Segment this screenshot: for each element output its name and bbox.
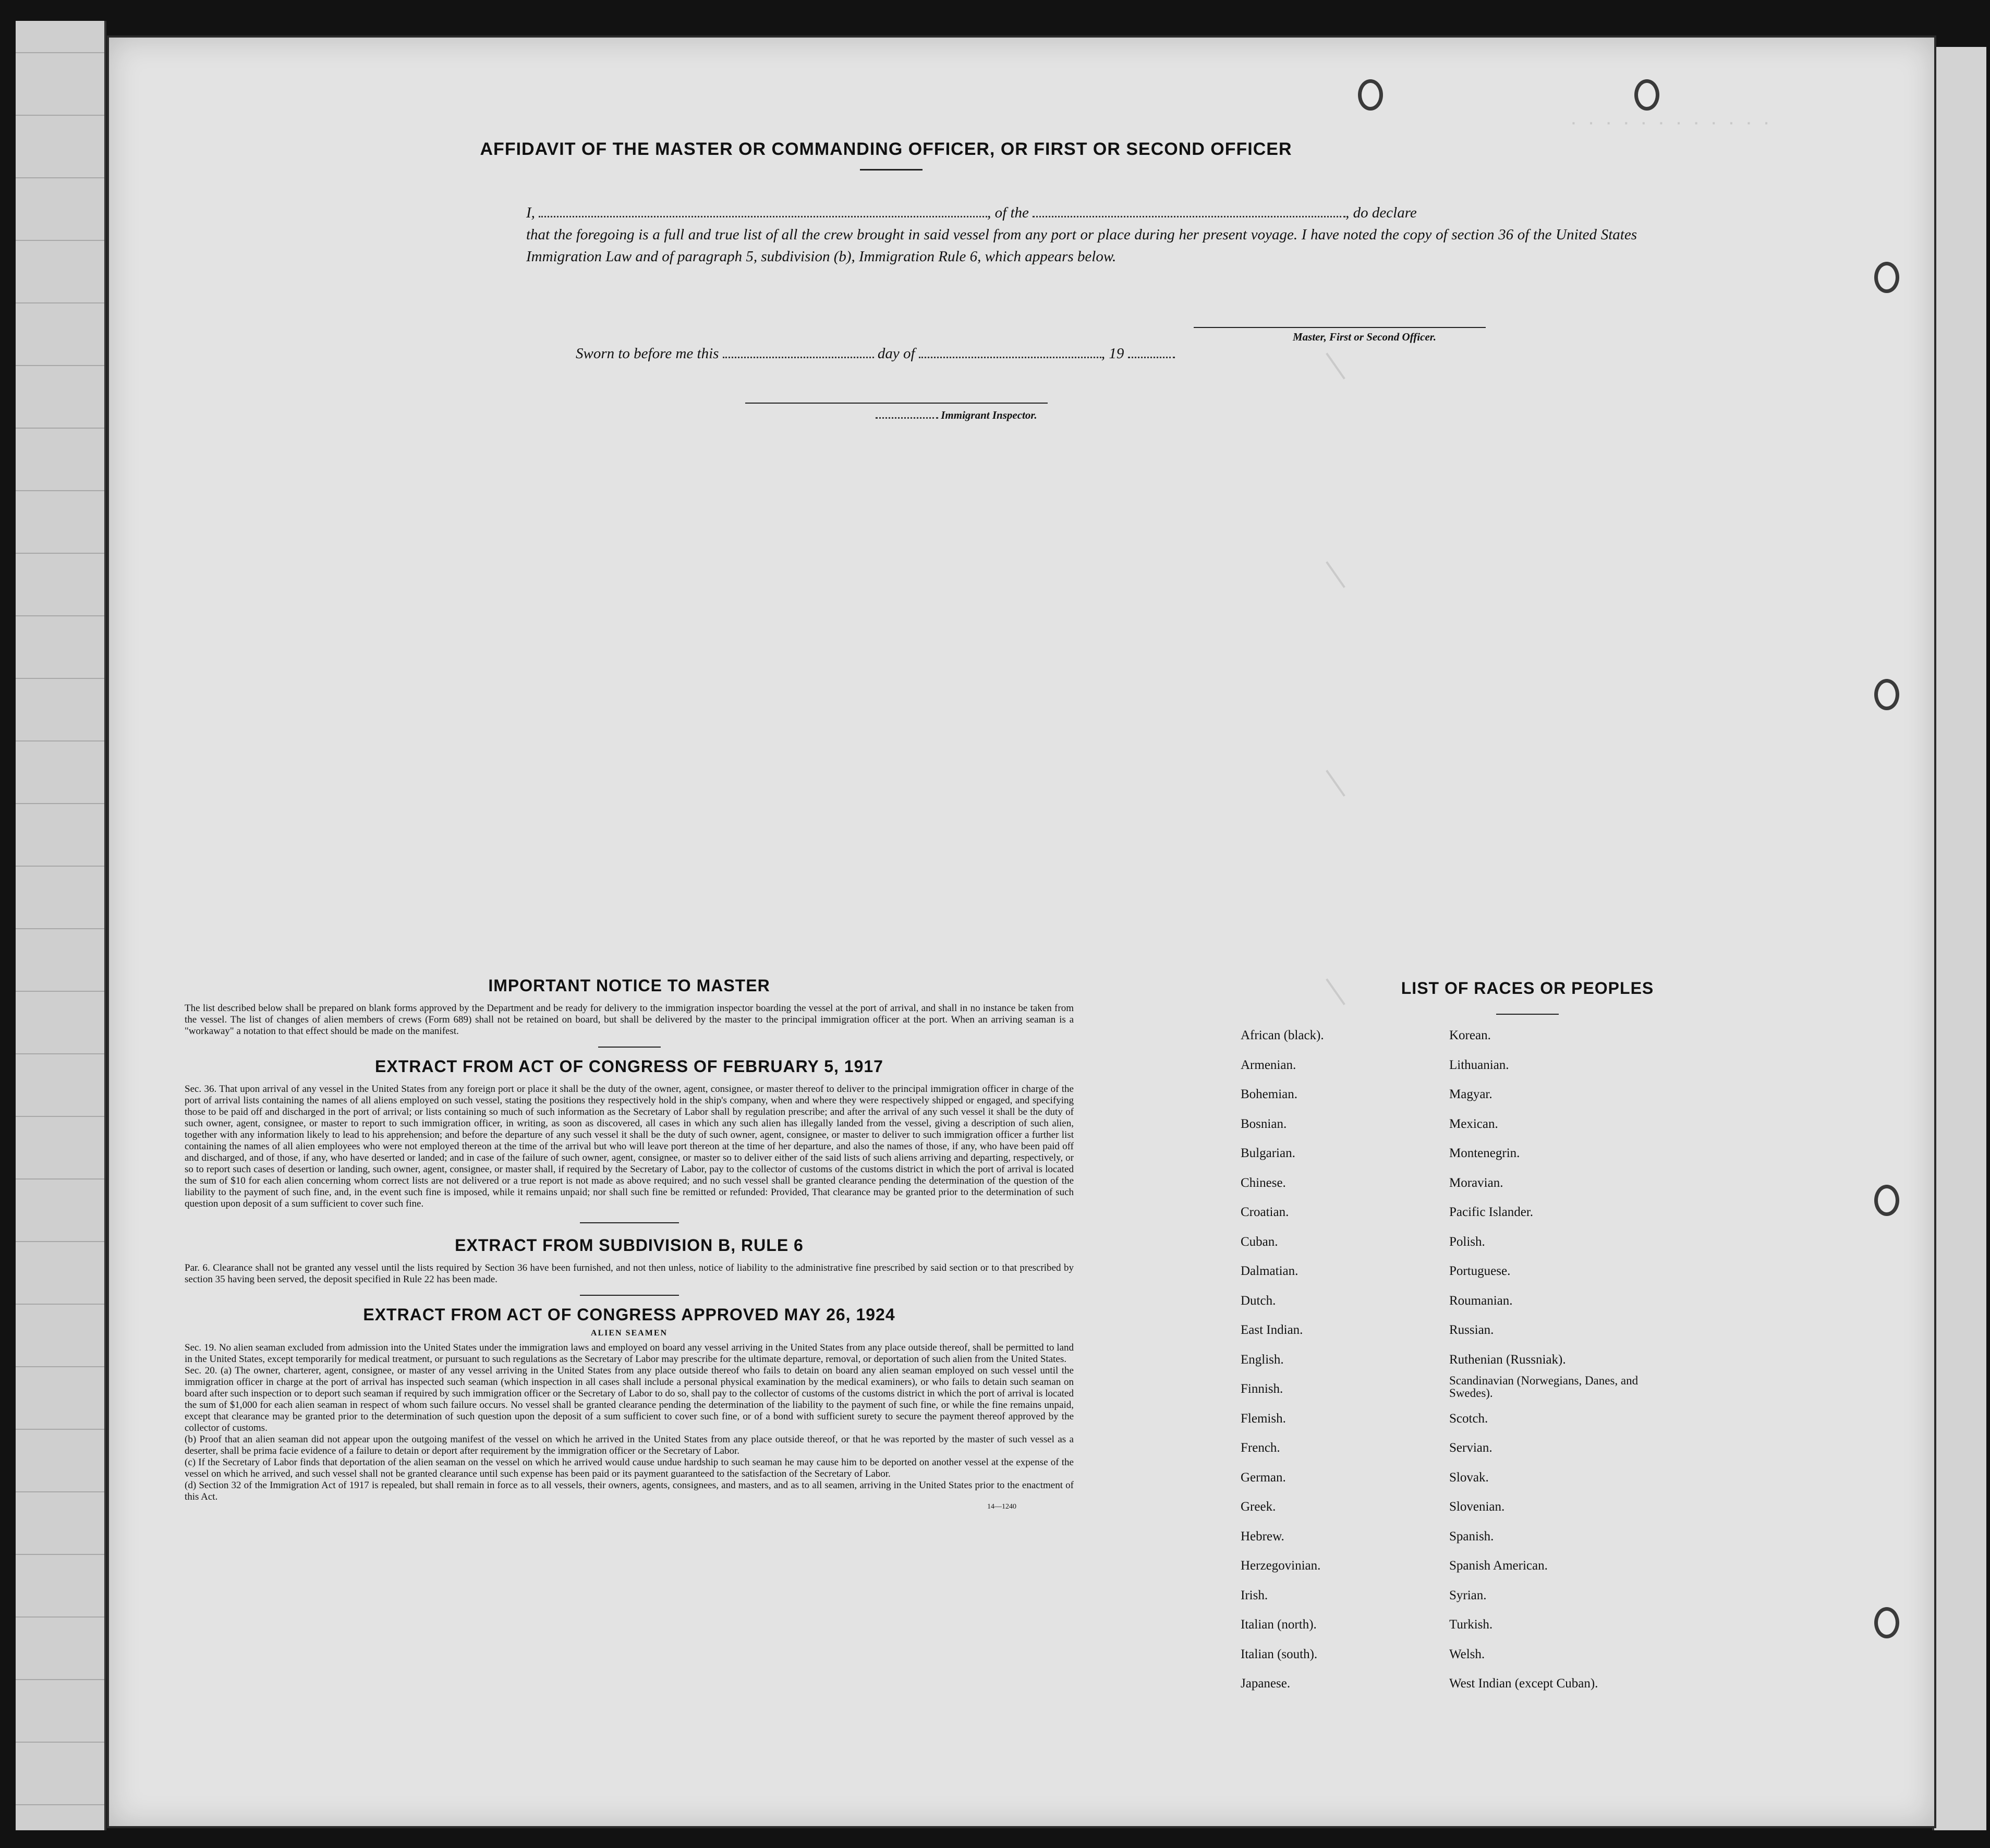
alien-seamen-subtitle: ALIEN SEAMEN [590,1329,668,1338]
races-title-rule [1496,1014,1559,1015]
adjacent-sheet-left [16,21,106,1830]
affidavit-statement [526,202,1637,268]
strip-rule [16,177,104,178]
race-item: Ruthenian (Russniak). [1449,1352,1566,1367]
punch-hole [1874,1185,1899,1216]
strip-rule [16,1304,104,1305]
sworn-text: Sworn to before me this [576,345,719,362]
race-item: Magyar. [1449,1087,1492,1101]
extract-rule6-title: EXTRACT FROM SUBDIVISION B, RULE 6 [455,1236,804,1255]
bleed-through-mark [1326,561,1345,588]
race-item: Slovak. [1449,1470,1489,1485]
adjacent-sheet-right [1932,47,1986,1830]
race-item: Korean. [1449,1028,1491,1042]
inspector-signature [876,409,1037,422]
strip-rule [16,365,104,366]
race-item: West Indian (except Cuban). [1449,1676,1598,1691]
race-item: Scandinavian (Norwegians, Danes, and Swedes). [1449,1374,1639,1400]
race-item: Finnish. [1241,1382,1283,1396]
declaration-end: , do declare [1345,204,1417,221]
race-item: Dalmatian. [1241,1264,1299,1278]
extract-1917-title: EXTRACT FROM ACT OF CONGRESS OF FEBRUARY 5, 1917 [375,1057,883,1076]
manifest-back-page [107,35,1936,1828]
inspector-blank [876,417,938,419]
strip-rule [16,115,104,116]
race-item: Greek. [1241,1500,1276,1514]
race-item: Dutch. [1241,1293,1276,1308]
sworn-line [576,345,1175,362]
notice-body: The list described below shall be prepared on blank forms approved by the Department and be ready for delivery to the immigration inspector boarding the vessel at the port of arrival, and shall in no instance be taken from the vessel. The list of changes of alien members of crews (Form 689) shall not be retained on board, but shall be delivered by the master to the principal immigration officer at the port. When an arriving seaman is a "workaway" a notation to that effect should be made on the manifest. [185,1003,1074,1037]
race-item: Flemish. [1241,1411,1286,1426]
race-item: Mexican. [1449,1116,1498,1131]
punch-hole [1634,79,1659,111]
bleed-through-text: · · · · · · · · · · · · [1569,116,1771,132]
race-item: Welsh. [1449,1647,1485,1661]
name-blank [539,216,987,217]
section-rule [580,1295,679,1296]
race-item: Bosnian. [1241,1116,1287,1131]
affidavit-body: that the foregoing is a full and true list of all the crew brought in said vessel from any port or place during her present voyage. I have noted the copy of section 36 of the United States Immigration Law and of paragraph 5, subdivision (b), Immigration Rule 6, which appears below. [526,226,1637,265]
section-rule [598,1047,661,1048]
strip-rule [16,803,104,804]
race-item: Lithuanian. [1449,1057,1509,1072]
race-item: Portuguese. [1449,1264,1511,1278]
races-title: LIST OF RACES OR PEOPLES [1401,979,1654,998]
extract-1924-sec20d: (d) Section 32 of the Immigration Act of 1917 is repealed, but shall remain in force as to all vessels, their owners, agents, consignees, and masters, and as to all seamen, arriving in the United States prior to the enactment of this Act. [185,1480,1074,1502]
strip-rule [16,1429,104,1430]
position-blank [1033,216,1345,217]
strip-rule [16,240,104,241]
race-item: English. [1241,1352,1284,1367]
strip-rule [16,1241,104,1242]
day-of-text: day of [877,345,915,362]
strip-rule [16,991,104,992]
strip-rule [16,1491,104,1492]
notices-column [185,976,1074,1511]
race-item: Syrian. [1449,1588,1487,1602]
extract-1924-sec19: Sec. 19. No alien seaman excluded from admission into the United States under the immigration laws and employed on board any vessel arriving in the United States from any place outside thereof, shall be permitted to land in the United States, except temporarily for medical treatment, or pursuant to such regulations as the Secretary of Labor may prescribe for the ultimate departure, removal, or deportation of such alien from the United States. [185,1342,1074,1365]
strip-rule [16,1053,104,1054]
strip-rule [16,1178,104,1180]
strip-rule [16,740,104,741]
race-item: Montenegrin. [1449,1146,1520,1160]
strip-rule [16,678,104,679]
race-item: East Indian. [1241,1323,1303,1337]
race-item: Slovenian. [1449,1500,1505,1514]
race-item: Chinese. [1241,1175,1286,1190]
race-item: Scotch. [1449,1411,1488,1426]
race-item: African (black). [1241,1028,1324,1042]
day-blank [723,357,874,358]
race-item: Pacific Islander. [1449,1205,1534,1219]
punch-hole [1874,1607,1899,1638]
extract-1924-sec20a: Sec. 20. (a) The owner, charterer, agent, consignee, or master of any vessel arriving in the United States from any place outside thereof who fails to detain on board any alien seaman employed on such vessel until the immigration officer in charge at the port of arrival has inspected such seaman (which inspection in all cases shall include a personal physical examination by the medical examiners), or who fails to detain such seaman on board after such inspection or to deport such seaman if required by such immigration officer or the Secretary of Labor to do so, shall pay to the collector of customs of the customs district in which the port of arrival is located the sum of $1,000 for each alien seaman in respect of whom such failure occurs. No vessel shall be granted clearance pending the determination of the liability to the payment of such fine, or while the fine remains unpaid, except that clearance may be granted prior to the determination of such question upon the deposit of a sum sufficient to cover such fine, or of a bond with sufficient surety to secure the payment thereof approved by the collector of customs. [185,1365,1074,1433]
strip-rule [16,928,104,929]
race-item: Turkish. [1449,1618,1493,1632]
race-item: Croatian. [1241,1205,1289,1219]
race-item: Russian. [1449,1323,1494,1337]
declaration-line [526,202,1637,224]
strip-rule [16,1679,104,1680]
affidavit-title: AFFIDAVIT OF THE MASTER OR COMMANDING OFFICER, OR FIRST OR SECOND OFFICER [480,139,1292,159]
extract-1924-title: EXTRACT FROM ACT OF CONGRESS APPROVED MAY 26, 1924 [363,1305,895,1324]
strip-rule [16,553,104,554]
race-item: Cuban. [1241,1234,1278,1249]
strip-rule [16,1366,104,1367]
race-item: Polish. [1449,1234,1485,1249]
strip-rule [16,52,104,53]
strip-rule [16,1742,104,1743]
year-text: , 19 [1101,345,1124,362]
race-item: Spanish. [1449,1529,1494,1543]
notice-title: IMPORTANT NOTICE TO MASTER [488,976,770,995]
month-blank [919,357,1101,358]
race-item: Italian (south). [1241,1647,1318,1661]
bleed-through-mark [1326,352,1345,379]
strip-rule [16,1804,104,1805]
extract-1924-sec20b: (b) Proof that an alien seaman did not appear upon the outgoing manifest of the vessel on which he arrived in the United States from any place outside thereof, or that he was reported by the master of such vessel as a deserter, shall be prima facie evidence of a failure to detain or deport after requirement by the immigration officer or the Secretary of Labor. [185,1434,1074,1456]
officer-signature-line [1194,327,1486,328]
strip-rule [16,1616,104,1618]
race-item: Armenian. [1241,1057,1296,1072]
extract-1917-body: Sec. 36. That upon arrival of any vessel in the United States from any foreign port or place it shall be the duty of the owner, agent, consignee, or master thereof to deliver to the principal immigration officer in charge of the port of arrival lists containing the names of all aliens employed on such vessel, stating the positions they respectively hold in the ship's company, when and where they were respectively shipped or engaged, and specifying those to be paid off and discharged in the port of arrival; or lists containing so much of such information as the Secretary of Labor shall by regulation prescribe; and after the arrival of any such vessel it shall be the duty of such owner, agent, consignee, or master to report to such immigration officer, in writing, as soon as discovered, all cases in which any such alien has illegally landed from the vessel, giving a description of such alien, together with any information likely to lead to his apprehension; and before the departure of any such vessel it shall be the duty of such owner, agent, consignee, or master to deliver to such immigration officer a further list containing the names of all alien employees who were not employed thereon at the time of the arrival but who will leave port thereon at the time of her departure, and also the names of those, if any, who have been paid off and discharged, and of those, if any, who have deserted or landed; and in case of the failure of such owner, agent, consignee, or master so to deliver either of the said lists of such aliens arriving and departing, respectively, or so to report such cases of desertion or landing, such owner, agent, consignee, or master shall, if required by the Secretary of Labor, pay to the collector of customs of the customs district in which the port of arrival is located the sum of $10 for each alien concerning whom correct lists are not delivered or a true report is not made as above required; and no such vessel shall be granted clearance pending the determination of the question of the liability to the payment of such fine, and, in the event such fine is imposed, while it remains unpaid; nor shall such fine be remitted or refunded: Provided, That clearance may be granted prior to the determination of such question upon deposit of a sum sufficient to cover such fine. [185,1084,1074,1209]
race-item: German. [1241,1470,1286,1485]
strip-rule [16,1116,104,1117]
punch-hole [1874,262,1899,293]
race-item: Moravian. [1449,1175,1503,1190]
race-item: Italian (north). [1241,1618,1317,1632]
extract-1924-sec20c: (c) If the Secretary of Labor finds that deportation of the alien seaman on the vessel on which he arrived would cause undue hardship to such seaman he may cause him to be deported on another vessel at the expense of the vessel on which he arrived, and such vessel shall not be granted clearance until such expense has been paid or its payment guaranteed to the satisfaction of the Secretary of Labor. [185,1457,1074,1479]
race-item: Servian. [1449,1441,1492,1455]
strip-rule [16,428,104,429]
race-item: Japanese. [1241,1676,1291,1691]
race-item: Hebrew. [1241,1529,1284,1543]
race-item: Irish. [1241,1588,1268,1602]
strip-rule [16,866,104,867]
race-item: Bulgarian. [1241,1146,1295,1160]
race-item: Roumanian. [1449,1293,1513,1308]
title-rule [860,169,923,171]
strip-rule [16,490,104,491]
section-rule [580,1222,679,1223]
strip-rule [16,1554,104,1555]
punch-hole [1358,79,1383,111]
strip-rule [16,615,104,616]
race-item: Spanish American. [1449,1559,1548,1573]
year-blank [1128,357,1175,358]
extract-rule6-body: Par. 6. Clearance shall not be granted any vessel until the lists required by Section 36 have been furnished, and not then unless, notice of liability to the administrative fine prescribed by said section or to that prescribed by section 35 having been served, the deposit specified in Rule 22 has been made. [185,1262,1074,1285]
declaration-i: I, [526,204,535,221]
punch-hole [1874,679,1899,710]
bleed-through-mark [1326,770,1345,796]
declaration-of-the: , of the [987,204,1029,221]
race-item: French. [1241,1441,1280,1455]
strip-rule [16,302,104,303]
race-item: Herzegovinian. [1241,1559,1321,1573]
form-number: 14—1240 [987,1503,1016,1511]
inspector-signature-line [745,403,1048,404]
officer-signature-label: Master, First or Second Officer. [1293,331,1436,343]
race-item: Bohemian. [1241,1087,1298,1101]
inspector-label: Immigrant Inspector. [941,409,1037,421]
